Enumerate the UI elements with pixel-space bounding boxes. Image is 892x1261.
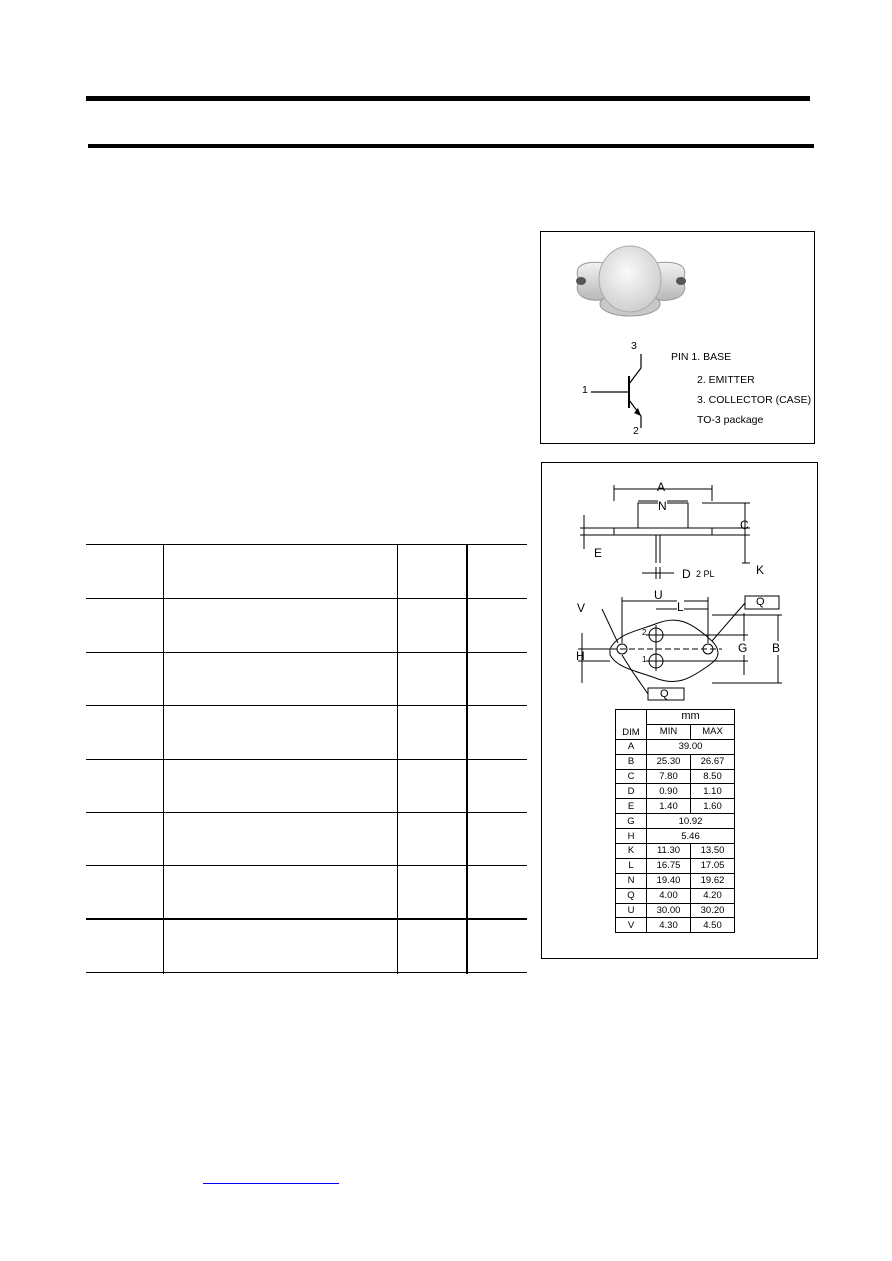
- dimtab-dim-cell: D: [616, 784, 647, 799]
- dim-label-k: K: [756, 563, 765, 577]
- dimtab-row: [616, 918, 735, 933]
- pin-2-label: 2: [633, 425, 639, 437]
- footer-link[interactable]: [203, 1170, 339, 1183]
- pin-emitter-label: 2. EMITTER: [697, 374, 755, 386]
- dimtab-row: [616, 844, 735, 859]
- dimtab-dim-cell: N: [616, 873, 647, 888]
- dimension-table: [615, 709, 735, 933]
- dimtab-max-cell: 19.62: [691, 873, 735, 888]
- ratings-rule-1: [86, 598, 527, 599]
- dim-label-e: E: [594, 546, 603, 560]
- dimtab-unit-row: [616, 710, 735, 725]
- dimtab-max-cell: 13.50: [691, 844, 735, 859]
- ratings-rule-2: [86, 652, 527, 653]
- dimtab-dim-cell: C: [616, 769, 647, 784]
- dimtab-min-cell: 4.30: [647, 918, 691, 933]
- dimtab-max-cell: 1.10: [691, 784, 735, 799]
- dimtab-row: [616, 903, 735, 918]
- ratings-col-1: [163, 544, 164, 974]
- pin-3-label: 3: [631, 340, 637, 352]
- dim-label-u: U: [654, 588, 663, 602]
- dim-label-h: H: [576, 649, 585, 663]
- dim-label-b: B: [772, 641, 781, 655]
- dimtab-dim-cell: V: [616, 918, 647, 933]
- pin-mark-2: 2: [642, 628, 647, 637]
- dimtab-body: [616, 739, 735, 933]
- ratings-rule-3: [86, 705, 527, 706]
- ratings-col-2: [397, 544, 398, 974]
- dimtab-min-cell: 1.40: [647, 799, 691, 814]
- dimtab-max-cell: 4.50: [691, 918, 735, 933]
- header-rule-bottom: [88, 144, 814, 148]
- dimtab-max-cell: 30.20: [691, 903, 735, 918]
- dimtab-dim-cell: L: [616, 858, 647, 873]
- dimtab-row: [616, 873, 735, 888]
- dimtab-dim-cell: U: [616, 903, 647, 918]
- dimtab-max-cell: 26.67: [691, 754, 735, 769]
- dimtab-dim-cell: B: [616, 754, 647, 769]
- dimtab-min-header: MIN: [647, 724, 691, 739]
- ratings-col-3: [466, 544, 468, 974]
- dimtab-row: [616, 829, 735, 844]
- dimtab-row: [616, 754, 735, 769]
- dim-label-g: G: [738, 641, 748, 655]
- dimtab-max-cell: 8.50: [691, 769, 735, 784]
- dimtab-dim-cell: G: [616, 814, 647, 829]
- dimtab-unit-header: mm: [647, 710, 735, 725]
- package-figure: [540, 231, 815, 444]
- pin-mark-1: 1: [642, 655, 647, 664]
- dimtab-min-cell: 11.30: [647, 844, 691, 859]
- dimtab-dim-cell: A: [616, 739, 647, 754]
- dimtab-dim-cell: E: [616, 799, 647, 814]
- dim-label-c: C: [740, 518, 749, 532]
- dim-label-v: V: [577, 601, 586, 615]
- dim-label-d: D: [682, 567, 691, 581]
- dimtab-nominal-cell: 39.00: [647, 739, 735, 754]
- transistor-symbol: [561, 332, 681, 442]
- ratings-rule-6: [86, 865, 527, 866]
- dim-label-d-suffix: 2 PL: [696, 569, 715, 579]
- dimtab-min-cell: 30.00: [647, 903, 691, 918]
- dimtab-row: [616, 814, 735, 829]
- dimtab-max-header: MAX: [691, 724, 735, 739]
- dimtab-min-cell: 7.80: [647, 769, 691, 784]
- dimtab-min-cell: 16.75: [647, 858, 691, 873]
- dim-label-a: A: [657, 480, 666, 494]
- package-photo: [541, 232, 814, 332]
- dimtab-row: [616, 769, 735, 784]
- dimtab-nominal-cell: 5.46: [647, 829, 735, 844]
- dimtab-row: [616, 858, 735, 873]
- ratings-rule-4: [86, 759, 527, 760]
- dimtab-nominal-cell: 10.92: [647, 814, 735, 829]
- dimtab-max-cell: 1.60: [691, 799, 735, 814]
- ratings-rule-5: [86, 812, 527, 813]
- ratings-rule-8: [86, 972, 527, 973]
- pin-1-label: 1: [582, 384, 588, 396]
- header-rule-top: [86, 96, 810, 101]
- dimtab-row: [616, 784, 735, 799]
- footer-link-underline: [203, 1183, 339, 1184]
- ratings-rule-0: [86, 544, 527, 545]
- pin-collector-label: 3. COLLECTOR (CASE): [697, 394, 812, 406]
- package-name: TO-3 package: [697, 414, 764, 426]
- dimtab-min-cell: 4.00: [647, 888, 691, 903]
- ratings-table: [86, 544, 527, 974]
- dimtab-dim-cell: Q: [616, 888, 647, 903]
- pin-base-label: PIN 1. BASE: [671, 351, 732, 363]
- dimtab-dim-header: DIM: [616, 710, 647, 740]
- dim-label-q-top: Q: [756, 596, 765, 608]
- dim-label-q-bottom: Q: [660, 688, 669, 700]
- dimtab-min-cell: 19.40: [647, 873, 691, 888]
- outline-drawing: [542, 463, 817, 703]
- dimtab-dim-cell: H: [616, 829, 647, 844]
- dimtab-min-cell: 0.90: [647, 784, 691, 799]
- dimtab-row: [616, 799, 735, 814]
- dimtab-min-cell: 25.30: [647, 754, 691, 769]
- dimtab-row: [616, 739, 735, 754]
- dimtab-dim-cell: K: [616, 844, 647, 859]
- dimtab-max-cell: 17.05: [691, 858, 735, 873]
- dimension-figure: [541, 462, 818, 959]
- dim-label-l: L: [677, 600, 684, 614]
- dim-label-n: N: [658, 499, 667, 513]
- ratings-rule-7: [86, 918, 527, 920]
- dimtab-max-cell: 4.20: [691, 888, 735, 903]
- dimtab-row: [616, 888, 735, 903]
